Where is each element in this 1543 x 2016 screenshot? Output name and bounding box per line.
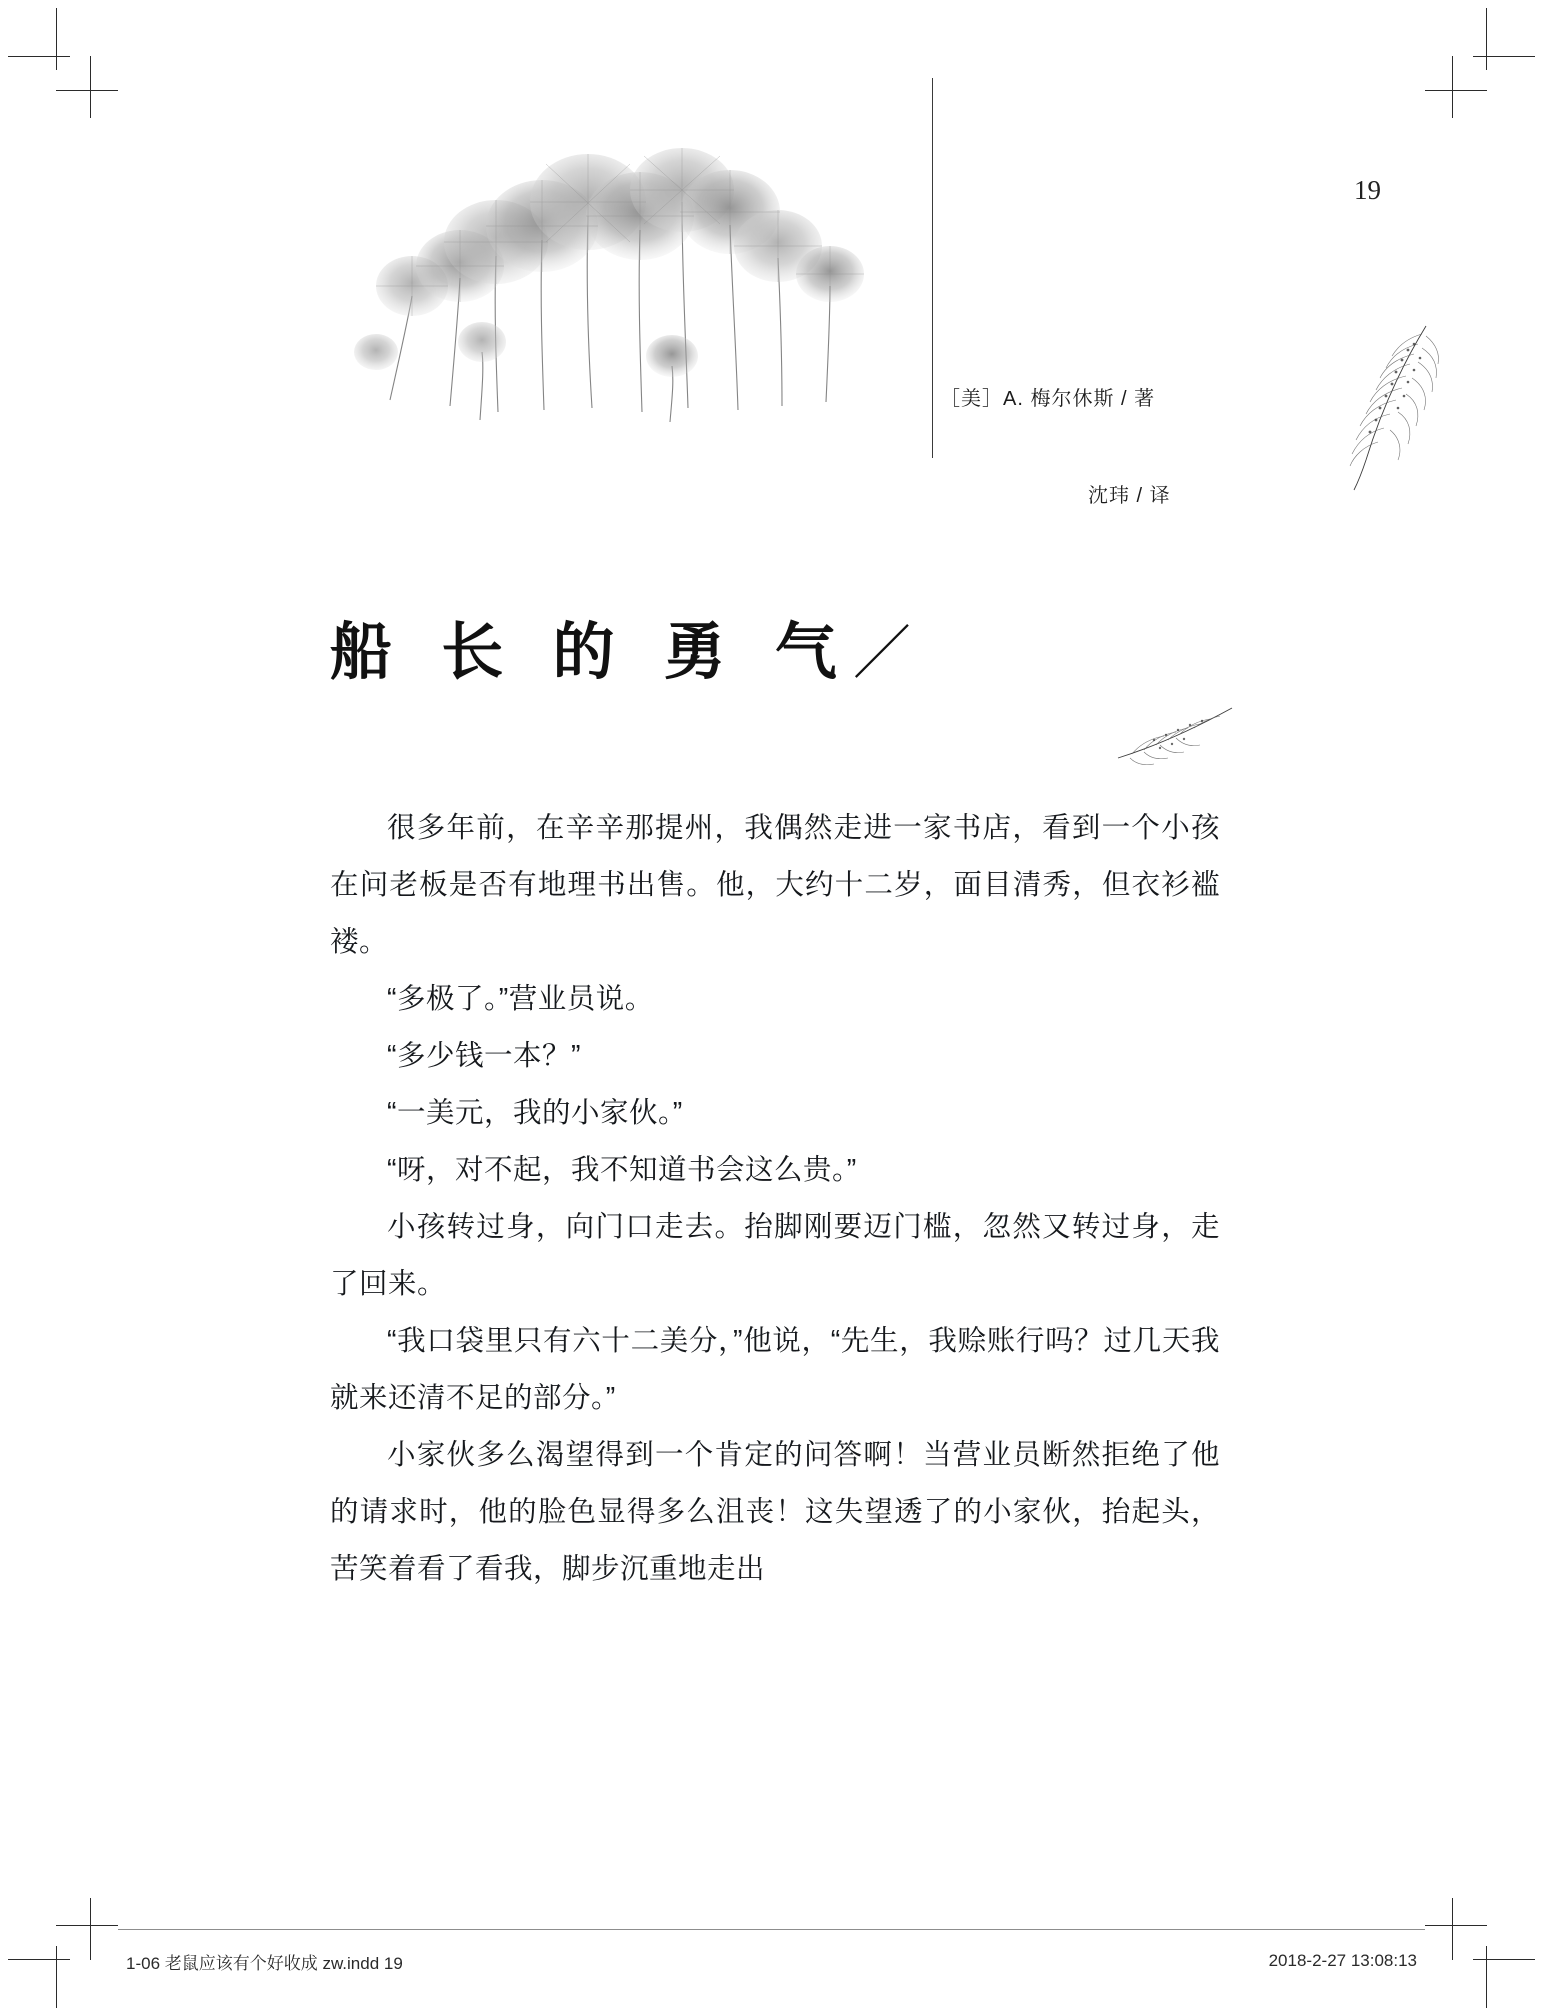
paragraph: “呀，对不起，我不知道书会这么贵。” [387,1154,857,1186]
article-body [330,800,1220,1598]
paragraph: “一美元，我的小家伙。” [387,1097,683,1129]
crop-mark-top-right [1425,8,1535,118]
page-title-text: 船 长 的 勇 气 [330,617,853,687]
paragraph: “我口袋里只有六十二美分，”他说，“先生，我赊账行吗？过几天我就来还清不足的部分。” [330,1325,1220,1414]
title-slash: ／ [852,620,911,686]
crop-mark-bottom-right [1425,1898,1535,2008]
paragraph: “多极了。”营业员说。 [387,983,654,1015]
author-credit: ［美］A. 梅尔休斯 / 著 [940,388,1156,410]
footer-divider [118,1929,1425,1930]
feather-icon [1110,700,1240,770]
footer-filename: 1-06 老鼠应该有个好收成 zw.indd 19 [126,1953,403,1973]
footer [126,1946,1417,1976]
byline [940,382,1270,508]
translator-credit: 沈玮 / 译 [1088,485,1171,507]
paragraph: “多少钱一本？” [387,1040,581,1072]
paragraph: 很多年前，在辛辛那提州，我偶然走进一家书店，看到一个小孩在问老板是否有地理书出售。他，大约十二岁，面目清秀，但衣衫褴褛。 [330,812,1220,958]
crop-mark-bottom-left [8,1898,118,2008]
crop-mark-top-left [8,8,118,118]
page-number: 19 [1354,175,1381,205]
paragraph: 小家伙多么渴望得到一个肯定的问答啊！当营业员断然拒绝了他的请求时，他的脸色显得多么沮丧！这失望透了的小家伙，抬起头，苦笑着看了看我，脚步沉重地走出 [330,1439,1220,1585]
dandelion-illustration [330,90,930,430]
vertical-divider-rule [932,78,933,458]
paragraph: 小孩转过身，向门口走去。抬脚刚要迈门槛，忽然又转过身，走了回来。 [330,1211,1220,1300]
footer-timestamp: 2018-2-27 13:08:13 [1268,1951,1417,1970]
feather-icon [1308,320,1448,495]
page-title [330,602,911,691]
